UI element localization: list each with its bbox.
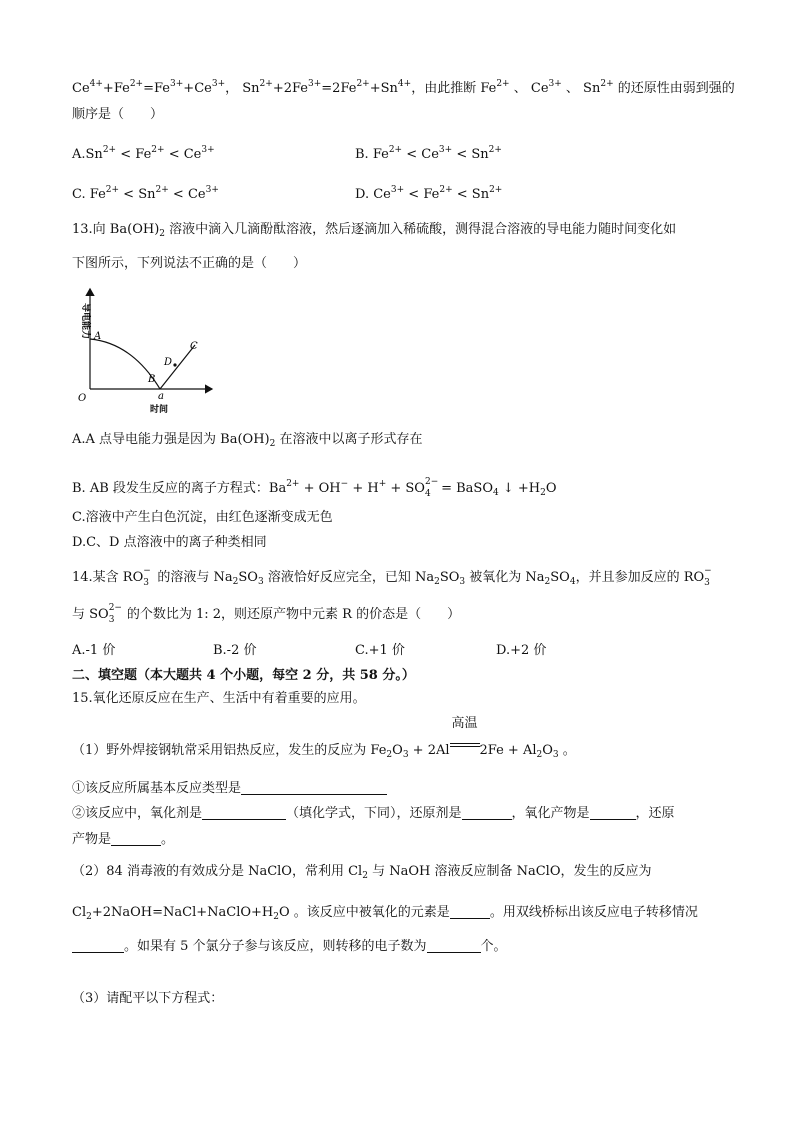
- text: 。该反应中被氧化的元素是: [289, 905, 450, 920]
- text: ，还原: [635, 806, 675, 821]
- q13-stem-line1: [72, 220, 676, 244]
- q15-part2-line3: [72, 937, 507, 957]
- text: ，由此推断 Fe: [411, 81, 497, 96]
- text: Cl: [72, 905, 87, 920]
- text: =2Fe: [321, 81, 357, 96]
- text: + OH: [299, 481, 341, 496]
- sup: −: [340, 479, 349, 489]
- text: SO: [439, 570, 460, 585]
- sub: 4: [424, 489, 431, 499]
- sub: 3: [143, 578, 149, 588]
- lt: <: [402, 147, 422, 162]
- sup: 2+: [439, 185, 453, 195]
- q14-option-a: A.-1 价: [72, 643, 116, 658]
- sup: 2+: [286, 479, 300, 489]
- text: +Sn: [369, 81, 398, 96]
- q15-sub2: [72, 804, 675, 824]
- sup: 2+: [151, 145, 165, 155]
- sup: 2+: [488, 145, 502, 155]
- label: B.: [355, 147, 369, 162]
- conductivity-graph: [72, 283, 222, 418]
- text: =Fe: [143, 81, 171, 96]
- q12-option-b: B. $Fe^{2+} < Ce^{3+} < Sn^{2+}$: [355, 145, 502, 162]
- q14-stem-line1: [72, 568, 714, 592]
- answer-blank-oxidant[interactable]: [202, 805, 286, 820]
- q13-stem-line2: 下图所示，下列说法不正确的是（ ）: [72, 256, 307, 271]
- text: 溶液中滴入几滴酚酞溶液，然后逐滴加入稀硫酸，测得混合溶液的导电能力随时间变化如: [169, 222, 677, 237]
- label: D.: [355, 187, 370, 202]
- text: O: [545, 481, 557, 496]
- lt: <: [452, 147, 472, 162]
- q13-option-a: [72, 430, 423, 454]
- sup: 2+: [105, 185, 120, 195]
- sub: 3: [704, 578, 710, 588]
- sup: 2+: [600, 79, 614, 89]
- text: 与 NaOH 溶液反应制备 NaClO，发生的反应为: [367, 864, 652, 879]
- text: 在溶液中以离子形式存在: [275, 432, 423, 447]
- sub: 2: [434, 577, 440, 587]
- text: ，并且参加反应的 RO: [575, 570, 705, 585]
- text: 2Fe + Al: [479, 743, 537, 758]
- x-axis-label: 时间: [150, 405, 169, 415]
- text: ， Sn: [225, 81, 260, 96]
- charge-stack: [109, 605, 123, 625]
- sup: 3+: [170, 79, 184, 89]
- origin-label: O: [78, 393, 87, 404]
- equal-bar: [450, 743, 480, 744]
- point-d-dot: [173, 363, 176, 366]
- sup: +: [378, 479, 387, 489]
- text: +Fe: [102, 81, 130, 96]
- sub: 3: [552, 750, 559, 760]
- q15-part1-equation: [72, 716, 576, 765]
- sub: 2: [540, 488, 546, 498]
- sup: 3+: [390, 185, 405, 195]
- text: 个。: [480, 939, 507, 954]
- q13-option-d: D.C、D 点溶液中的离子种类相同: [72, 535, 267, 550]
- text: 、 Sn: [561, 81, 601, 96]
- text: + H: [348, 481, 379, 496]
- answer-blank-oxidation-product[interactable]: [590, 805, 636, 820]
- text: ↓ +H: [498, 481, 541, 496]
- q15-part2-line2: [72, 903, 698, 927]
- text: + SO: [386, 481, 425, 496]
- text: (OH): [237, 432, 270, 447]
- q15-stem: 15.氧化还原反应在生产、生活中有着重要的应用。: [72, 691, 366, 706]
- text: +2NaOH=NaCl+NaClO+H: [91, 905, 274, 920]
- text: +2Fe: [272, 81, 308, 96]
- sub: 2: [362, 871, 368, 881]
- text: + 2Al: [408, 743, 450, 758]
- lt: <: [119, 187, 139, 202]
- text: 溶液恰好反应完全，已知 Na: [263, 570, 435, 585]
- answer-blank-oxidized-element[interactable]: [450, 904, 490, 919]
- q12-option-a: $A.Sn^{2+} < Fe^{2+} < Ce^{3+}$: [72, 145, 215, 162]
- text: Ce: [72, 81, 90, 96]
- lt: <: [404, 187, 424, 202]
- q12-option-c: C. $Fe^{2+} < Sn^{2+} < Ce^{3+}$: [72, 185, 219, 202]
- text: 被氧化为 Na: [465, 570, 545, 585]
- text: 的还原性由弱到强的: [613, 81, 735, 96]
- text: ②该反应中，氧化剂是: [72, 806, 203, 821]
- text: +Ce: [183, 81, 212, 96]
- charge-stack: [704, 568, 714, 588]
- sup: 3+: [438, 145, 453, 155]
- point-c-label: C: [190, 341, 198, 352]
- answer-blank-reduction-product[interactable]: [111, 831, 161, 846]
- text: 。: [558, 743, 576, 758]
- text: B. AB 段发生反应的离子方程式：Ba: [72, 481, 287, 496]
- text: 产物是: [72, 832, 112, 847]
- text: (OH): [127, 222, 160, 237]
- text: （2）84 消毒液的有效成分是 NaClO，常利用 Cl: [72, 864, 363, 879]
- sup: 2+: [259, 79, 273, 89]
- charge-stack: [425, 479, 437, 499]
- answer-blank-double-bridge[interactable]: [72, 938, 124, 953]
- lt: <: [116, 147, 136, 162]
- sub: 2: [544, 577, 551, 587]
- q14-option-d: D.+2 价: [496, 643, 547, 658]
- q15-sub2-line2: [72, 830, 174, 850]
- sup: 2+: [496, 79, 510, 89]
- sup: 3+: [211, 79, 226, 89]
- text: ①该反应所属基本反应类型是: [72, 781, 242, 796]
- sub: 2: [159, 229, 165, 239]
- sup: 4+: [397, 79, 412, 89]
- sub: 2: [269, 439, 276, 449]
- q14-stem-line2: [72, 605, 460, 625]
- equal-bar: [450, 746, 480, 747]
- sup: 3+: [201, 145, 215, 155]
- text: O: [542, 743, 553, 758]
- text: 。如果有 5 个氯分子参与该反应，则转移的电子数为: [124, 939, 427, 954]
- q15-part2-line1: [72, 862, 651, 886]
- condition-text: 高温: [451, 716, 478, 731]
- q14-option-c: C.+1 价: [355, 643, 405, 658]
- text: O: [392, 743, 403, 758]
- sup: 2+: [356, 79, 370, 89]
- text: A.A 点导电能力强是因为 Ba: [72, 432, 238, 447]
- point-a-small-label: a: [158, 391, 164, 402]
- answer-blank-electron-count[interactable]: [427, 938, 481, 953]
- y-axis-label: 导电能力: [80, 303, 90, 340]
- lt: <: [164, 147, 184, 162]
- answer-blank-reaction-type[interactable]: [241, 780, 387, 795]
- sup: −: [143, 566, 151, 576]
- point-a-label: A: [94, 331, 102, 342]
- text: 。: [161, 832, 175, 847]
- q12-stem-line2: 顺序是（ ）: [72, 107, 164, 122]
- text: 。用双线桥标出该反应电子转移情况: [489, 905, 698, 920]
- point-b-label: B: [148, 374, 156, 385]
- sub: 2: [273, 912, 279, 922]
- sup: 3+: [308, 79, 322, 89]
- text: （1）野外焊接钢轨常采用铝热反应，发生的反应为 Fe: [72, 743, 387, 758]
- q15-part3: （3）请配平以下方程式：: [72, 991, 224, 1006]
- q13-option-b: [72, 474, 557, 503]
- text: 与 SO: [72, 607, 109, 622]
- sub: 2: [232, 577, 239, 587]
- sup: 2+: [489, 185, 503, 195]
- text: SO: [550, 570, 570, 585]
- charge-stack: [143, 568, 153, 588]
- text: SO: [238, 570, 258, 585]
- sup: 2−: [424, 477, 439, 487]
- text: 的溶液与 Na: [153, 570, 233, 585]
- lt: <: [452, 187, 472, 202]
- sup: 3+: [205, 185, 219, 195]
- sub: 3: [402, 750, 409, 760]
- text: 、 Ce: [509, 81, 549, 96]
- text: O: [279, 905, 290, 920]
- sub: 3: [459, 577, 466, 587]
- sup: 2−: [108, 603, 122, 613]
- sup: 3+: [548, 79, 562, 89]
- q13-option-c: C.溶液中产生白色沉淀，由红色逐渐变成无色: [72, 510, 333, 525]
- sub: 4: [493, 488, 499, 498]
- sub: 4: [569, 577, 576, 587]
- label: C.: [72, 187, 86, 202]
- sub: 2: [86, 912, 92, 922]
- sup: −: [704, 566, 712, 576]
- sup: 2+: [102, 145, 117, 155]
- text: = BaSO: [436, 481, 493, 496]
- sup: 2+: [155, 185, 169, 195]
- sub: 3: [257, 577, 264, 587]
- reaction-condition: [450, 716, 480, 754]
- answer-blank-reductant[interactable]: [462, 805, 512, 820]
- text: ，氧化产物是: [511, 806, 590, 821]
- sup: 2+: [388, 145, 403, 155]
- sub: 2: [386, 750, 393, 760]
- text: 13.向 Ba: [72, 222, 128, 237]
- text: （填化学式，下同），还原剂是: [286, 806, 462, 821]
- text: 的个数比为 1: 2，则还原产物中元素 R 的价态是（ ）: [122, 607, 461, 622]
- label: A.: [72, 147, 86, 162]
- sub: 2: [536, 750, 543, 760]
- sup: 2+: [129, 79, 144, 89]
- text: 14.某含 RO: [72, 570, 144, 585]
- q12-stem-line1: [72, 74, 735, 99]
- sub: 3: [108, 615, 115, 625]
- lt: <: [168, 187, 188, 202]
- point-d-label: D: [164, 357, 173, 368]
- q12-option-d: D. $Ce^{3+} < Fe^{2+} < Sn^{2+}$: [355, 185, 503, 202]
- sup: 4+: [89, 79, 103, 89]
- section2-title: 二、填空题（本大题共 4 个小题，每空 2 分，共 58 分。）: [72, 668, 415, 683]
- q15-sub1: [72, 779, 387, 799]
- q14-option-b: B.-2 价: [213, 643, 257, 658]
